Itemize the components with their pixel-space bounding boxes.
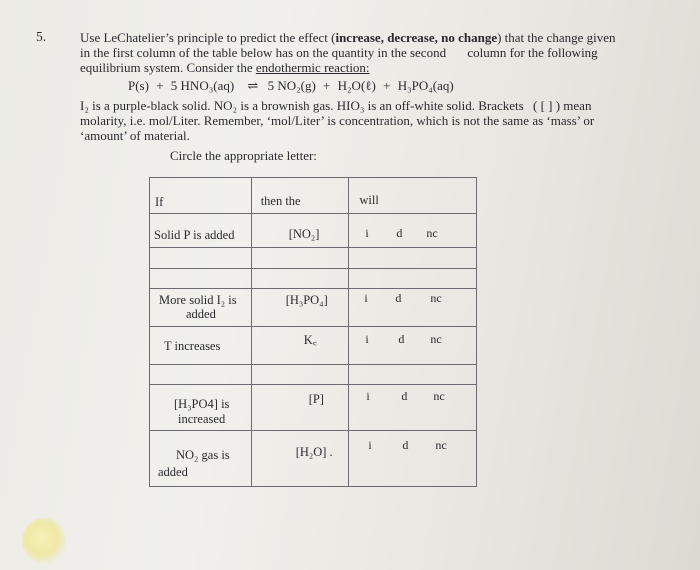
eq-plus: +: [323, 78, 331, 93]
option-letters: [365, 226, 437, 241]
eq-product-h2o: H₂O(ℓ): [337, 78, 376, 93]
intro-line-3: [80, 60, 370, 75]
option-letters: [366, 389, 444, 404]
intro-line-1: [80, 30, 616, 45]
info-line-3: ‘amount’ of material.: [80, 128, 190, 143]
option-letters: [364, 291, 441, 306]
change-text: NO₂ gas is: [176, 448, 230, 462]
eq-product-h3po4: H₃PO₄(aq): [397, 78, 454, 93]
info-text-1: I₂ is a purple-black solid. NO₂ is a brownish gas. HIO₃ is an off-white solid. Brackets: [80, 98, 524, 113]
info-line-2: molarity, i.e. mol/Liter. Remember, ‘mol/Liter’ is concentration, which is not the same as ‘mass’ or: [80, 113, 595, 128]
eq-reactant-hno3: 5 HNO₃(aq): [170, 78, 235, 93]
option-letters: [365, 332, 441, 347]
intro-text-b: ) that the change given: [497, 30, 616, 45]
option-no-change[interactable]: nc: [435, 438, 447, 452]
option-no-change[interactable]: nc: [433, 389, 445, 403]
option-increase[interactable]: i: [366, 389, 370, 403]
option-no-change[interactable]: nc: [430, 291, 442, 305]
change-text: Solid P is added: [154, 228, 235, 242]
header-will: [349, 178, 477, 214]
header-then-label: then the: [260, 194, 301, 208]
quantity-text: K꜀: [303, 333, 318, 347]
reaction-equation: [128, 78, 458, 94]
options-cell: [349, 327, 477, 365]
info-line-1: [80, 98, 591, 113]
change-text-cont: added: [186, 307, 216, 321]
option-letters: [368, 438, 446, 453]
option-no-change[interactable]: nc: [430, 332, 442, 346]
intro-bold-options: increase, decrease, no change: [335, 30, 498, 45]
option-decrease[interactable]: d: [401, 389, 408, 403]
endothermic-underlined: endothermic reaction:: [255, 60, 370, 75]
options-cell: [349, 431, 477, 487]
quantity-cell: [251, 431, 349, 487]
change-text-cont: increased: [178, 412, 226, 426]
answer-table: [149, 177, 477, 487]
options-cell: [349, 289, 477, 327]
table-row: [150, 327, 477, 365]
option-decrease[interactable]: d: [396, 226, 403, 240]
option-increase[interactable]: i: [365, 332, 369, 346]
instruction-text: Circle the appropriate letter:: [170, 148, 317, 163]
table-row: [150, 289, 477, 327]
option-no-change[interactable]: nc: [426, 226, 438, 240]
option-decrease[interactable]: d: [398, 332, 405, 346]
page-smudge: [22, 518, 66, 564]
eq-plus: +: [383, 78, 391, 93]
change-cell: [150, 327, 252, 365]
change-cell: [150, 214, 252, 248]
header-then: [251, 178, 349, 214]
change-cell: [150, 431, 252, 487]
intro-text-e: equilibrium system. Consider the: [80, 60, 256, 75]
option-decrease[interactable]: d: [395, 291, 402, 305]
quantity-text: [P]: [308, 392, 324, 406]
change-text-cont: added: [158, 465, 188, 479]
option-increase[interactable]: i: [364, 291, 368, 305]
table-blank-row: [150, 269, 477, 289]
header-if: [150, 178, 252, 214]
table-row: [150, 431, 477, 487]
eq-product-no2: 5 NO₂(g): [267, 78, 316, 93]
quantity-text: [NO₂]: [288, 227, 320, 241]
intro-text-c: in the first column of the table below has on the quantity in the second: [80, 45, 447, 60]
intro-line-2: [80, 45, 598, 60]
question-number: 5.: [36, 29, 47, 44]
table-header-row: [150, 178, 477, 214]
options-cell: [349, 385, 477, 431]
table-blank-row: [150, 365, 477, 385]
option-increase[interactable]: i: [368, 438, 372, 452]
quantity-text: [H₃PO₄]: [285, 293, 328, 307]
quantity-cell: [251, 289, 349, 327]
header-if-label: If: [155, 195, 164, 209]
table-row: [150, 214, 477, 248]
eq-reactant-p: P(s): [128, 78, 149, 93]
change-cell: [150, 385, 252, 431]
equilibrium-arrow-icon: ⇌: [247, 78, 259, 93]
info-brackets: ( [ ] ) mean: [532, 98, 592, 113]
quantity-cell: [251, 327, 349, 365]
table-blank-row: [150, 248, 477, 269]
eq-plus: +: [156, 78, 164, 93]
change-text: T increases: [164, 339, 221, 353]
options-cell: [349, 214, 477, 248]
header-will-label: will: [359, 193, 379, 207]
option-decrease[interactable]: d: [402, 438, 409, 452]
change-cell: [150, 289, 252, 327]
quantity-text: [H₂O] .: [295, 445, 333, 459]
quantity-cell: [251, 214, 349, 248]
intro-text-d: column for the following: [467, 45, 598, 60]
quantity-cell: [251, 385, 349, 431]
intro-text-a: Use LeChatelier’s principle to predict the effect (: [80, 30, 336, 45]
table-row: [150, 385, 477, 431]
change-text: More solid I₂ is: [159, 293, 237, 307]
option-increase[interactable]: i: [365, 226, 369, 240]
change-text: [H₃PO4] is: [174, 397, 230, 411]
